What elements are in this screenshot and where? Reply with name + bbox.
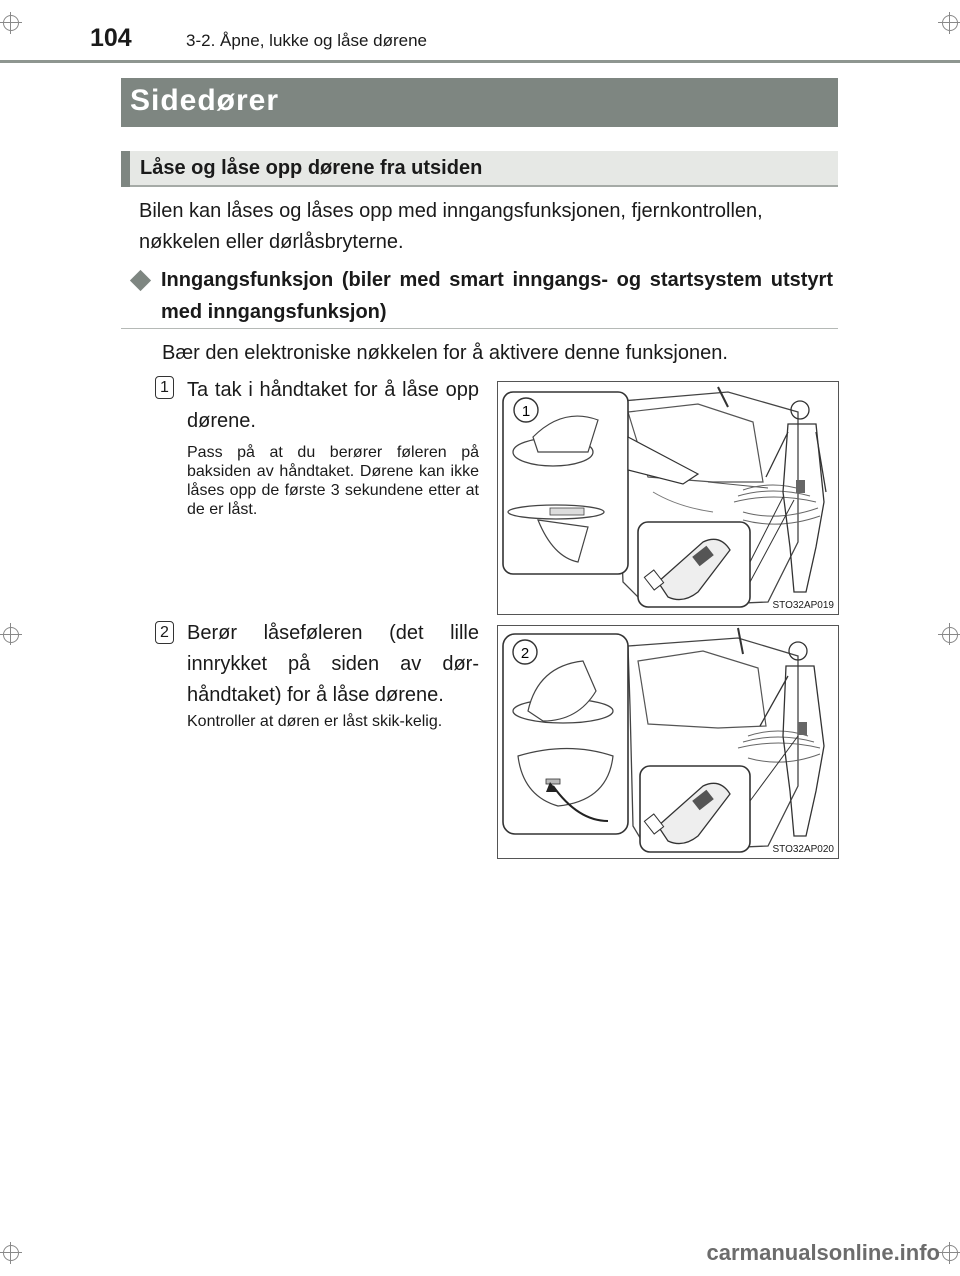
car-lock-sensor-illustration	[498, 626, 838, 858]
subsection-title: Låse og låse opp dørene fra utsiden	[140, 157, 483, 179]
bullet-heading: Inngangsfunksjon (biler med smart inngangs- og startsystem utstyrt med inngangsfunksjon)	[161, 269, 833, 323]
crop-mark	[3, 1245, 19, 1261]
header-rule	[0, 60, 960, 63]
illustration-lock-door	[497, 625, 839, 859]
illustration-code: STO32AP019	[772, 600, 834, 611]
step-number: 2	[155, 621, 174, 644]
crop-mark	[942, 1245, 958, 1261]
step-note: Kontroller at døren er låst skik-kelig.	[187, 713, 443, 730]
illustration-badge: 2	[520, 645, 530, 662]
bullet-paragraph: Bær den elektroniske nøkkelen for å aktivere denne funksjonen.	[162, 342, 728, 364]
step-text: Ta tak i håndtaket for å låse opp dørene.	[187, 379, 479, 432]
diamond-bullet-icon	[130, 270, 151, 291]
illustration-badge: 1	[521, 403, 531, 420]
crop-mark	[3, 15, 19, 31]
step-text: Berør låseføleren (det lille innrykket på siden av dør-håndtaket) for å låse dørene.	[187, 622, 479, 706]
crop-mark	[942, 627, 958, 643]
bullet-divider	[121, 328, 838, 329]
page-number: 104	[90, 24, 132, 52]
crop-mark	[942, 15, 958, 31]
subsection-accent	[121, 151, 130, 187]
illustration-code: STO32AP020	[772, 844, 834, 855]
illustration-unlock-door	[497, 381, 839, 615]
chapter-title: 3-2. Åpne, lukke og låse dørene	[186, 31, 427, 50]
car-door-handle-illustration	[498, 382, 838, 614]
watermark: carmanualsonline.info	[706, 1240, 940, 1265]
step-note: Pass på at du berører føleren på baksiden av håndtaket. Dørene kan ikke låses opp de første 3 sekundene etter at de er låst.	[187, 444, 479, 518]
crop-mark	[3, 627, 19, 643]
intro-paragraph: Bilen kan låses og låses opp med inngangsfunksjonen, fjernkontrollen, nøkkelen eller dørlåsbryterne.	[139, 200, 763, 253]
step-number: 1	[155, 376, 174, 399]
section-title: Sidedører	[130, 84, 280, 117]
